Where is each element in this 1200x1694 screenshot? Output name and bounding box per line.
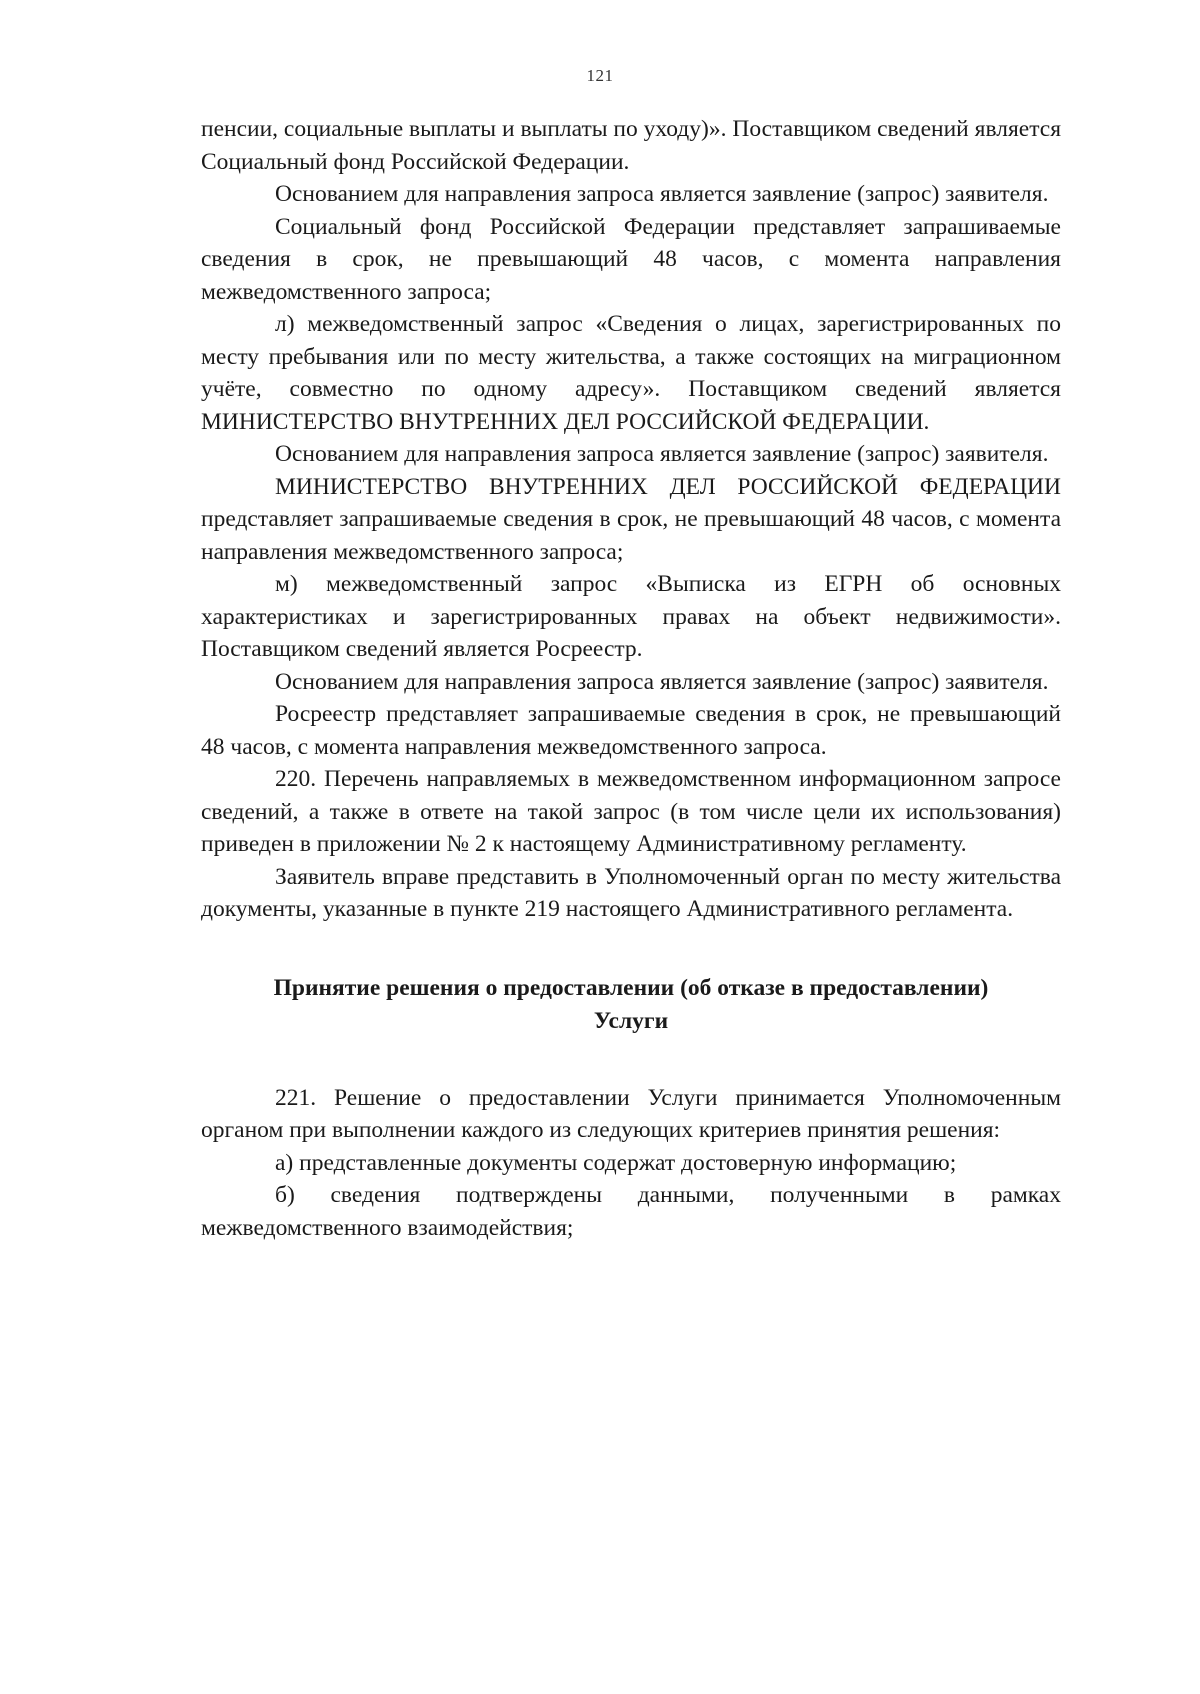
paragraph: 221. Решение о предоставлении Услуги принимается Уполномоченным органом при выполнении каждого из следующих критериев принятия решения: (201, 1084, 1061, 1143)
paragraph: б) сведения подтверждены данными, полученными в рамках межведомственного взаимодействия; (201, 1182, 1061, 1241)
paragraph: пенсии, социальные выплаты и выплаты по уходу)». Поставщиком сведений является Социальный фонд Российской Федерации. (201, 116, 1061, 175)
paragraph: л) межведомственный запрос «Сведения о лицах, зарегистрированных по месту пребывания или по месту жительства, а также состоящих на миграционном учёте, совместно по одному адресу». Поставщиком сведений является МИНИСТЕРСТВО ВНУТРЕННИХ ДЕЛ РОССИЙСКОЙ ФЕДЕРАЦИИ. (201, 311, 1061, 435)
paragraph: МИНИСТЕРСТВО ВНУТРЕННИХ ДЕЛ РОССИЙСКОЙ ФЕДЕРАЦИИ представляет запрашиваемые сведения в срок, не превышающий 48 часов, с момента направления межведомственного запроса; (201, 473, 1061, 565)
paragraph: м) межведомственный запрос «Выписка из ЕГРН об основных характеристиках и зарегистрированных правах на объект недвижимости». Поставщиком сведений является Росреестр. (201, 571, 1061, 662)
paragraph: а) представленные документы содержат достоверную информацию; (275, 1149, 957, 1176)
paragraph: Основанием для направления запроса является заявление (запрос) заявителя. (275, 181, 1049, 207)
paragraph: Росреестр представляет запрашиваемые сведения в срок, не превышающий 48 часов, с момента направления межведомственного запроса. (201, 701, 1061, 760)
paragraph: 220. Перечень направляемых в межведомственном информационном запросе сведений, а также в ответе на такой запрос (в том числе цели их использования) приведен в приложении № 2 к настоящему Административному регламенту. (201, 766, 1061, 857)
page-number: 121 (586, 66, 614, 85)
document-body (201, 113, 1061, 1244)
paragraph: Основанием для направления запроса является заявление (запрос) заявителя. (275, 668, 1049, 695)
section-heading: Принятие решения о предоставлении (об отказе в предоставлении) Услуги (273, 974, 989, 1034)
paragraph: Заявитель вправе представить в Уполномоченный орган по месту жительства документы, указанные в пункте 219 настоящего Административного регламента. (201, 863, 1061, 922)
paragraph: Основанием для направления запроса является заявление (запрос) заявителя. (275, 441, 1049, 467)
paragraph: Социальный фонд Российской Федерации представляет запрашиваемые сведения в срок, не превышающий 48 часов, с момента направления межведомственного запроса; (201, 213, 1061, 305)
